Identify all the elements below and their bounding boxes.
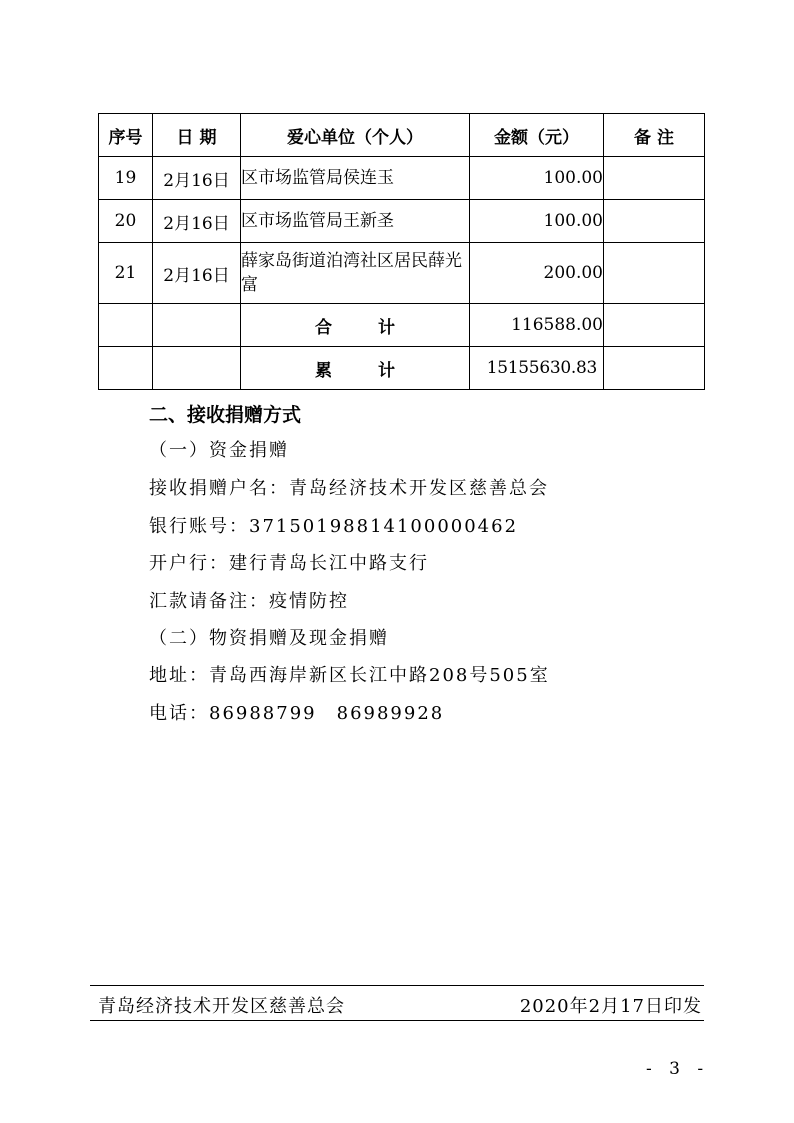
row-amount: 100.00 <box>470 200 604 243</box>
header-date: 日 期 <box>153 114 241 157</box>
section-heading: 二、接收捐赠方式 <box>149 404 302 426</box>
row-note <box>604 243 705 304</box>
phone-line <box>149 699 444 725</box>
header-amount: 金额（元） <box>470 114 604 157</box>
row-donor: 区市场监管局侯连玉 <box>241 157 470 200</box>
table-row <box>99 200 705 243</box>
header-note: 备 注 <box>604 114 705 157</box>
phone-label: 电话： <box>149 703 209 724</box>
fund-donation-title: （一）资金捐赠 <box>149 440 289 461</box>
subtotal-amount: 116588.00 <box>470 304 604 347</box>
donation-table <box>98 113 705 390</box>
row-no: 19 <box>99 157 153 200</box>
row-date: 2月16日 <box>153 200 241 243</box>
cumulative-label: 累 计 <box>241 347 470 390</box>
cumulative-note <box>604 347 705 390</box>
phone-number-2: 86989928 <box>336 703 445 724</box>
row-donor: 薛家岛街道泊湾社区居民薛光富 <box>241 243 470 304</box>
goods-donation-title: （二）物资捐赠及现金捐赠 <box>149 628 389 649</box>
cumulative-row <box>99 347 705 390</box>
footer-organization: 青岛经济技术开发区慈善总会 <box>98 996 345 1017</box>
cumulative-amount: 15155630.83 <box>470 347 604 390</box>
header-donor: 爱心单位（个人） <box>241 114 470 157</box>
row-note <box>604 200 705 243</box>
footer-issue-date: 2020年2月17日印发 <box>519 996 702 1017</box>
subtotal-note <box>604 304 705 347</box>
cumulative-empty-date <box>153 347 241 390</box>
footer-divider-top <box>90 985 704 986</box>
row-note <box>604 157 705 200</box>
header-no: 序号 <box>99 114 153 157</box>
cumulative-empty-no <box>99 347 153 390</box>
subtotal-empty-no <box>99 304 153 347</box>
row-no: 20 <box>99 200 153 243</box>
subtotal-row <box>99 304 705 347</box>
subtotal-empty-date <box>153 304 241 347</box>
row-no: 21 <box>99 243 153 304</box>
subtotal-label: 合 计 <box>241 304 470 347</box>
remittance-note: 汇款请备注：疫情防控 <box>149 591 349 612</box>
footer-divider-bottom <box>90 1020 704 1021</box>
address: 地址：青岛西海岸新区长江中路208号505室 <box>149 665 550 686</box>
account-name: 接收捐赠户名：青岛经济技术开发区慈善总会 <box>149 478 549 499</box>
page-number: - 3 - <box>646 1059 710 1079</box>
phone-number-1: 86988799 <box>209 703 317 724</box>
account-number: 银行账号：37150198814100000462 <box>149 516 519 537</box>
table-header-row <box>99 114 705 157</box>
row-date: 2月16日 <box>153 243 241 304</box>
table-row <box>99 243 705 304</box>
table-row <box>99 157 705 200</box>
row-date: 2月16日 <box>153 157 241 200</box>
row-amount: 200.00 <box>470 243 604 304</box>
bank-name: 开户行：建行青岛长江中路支行 <box>149 553 429 574</box>
row-amount: 100.00 <box>470 157 604 200</box>
row-donor: 区市场监管局王新圣 <box>241 200 470 243</box>
